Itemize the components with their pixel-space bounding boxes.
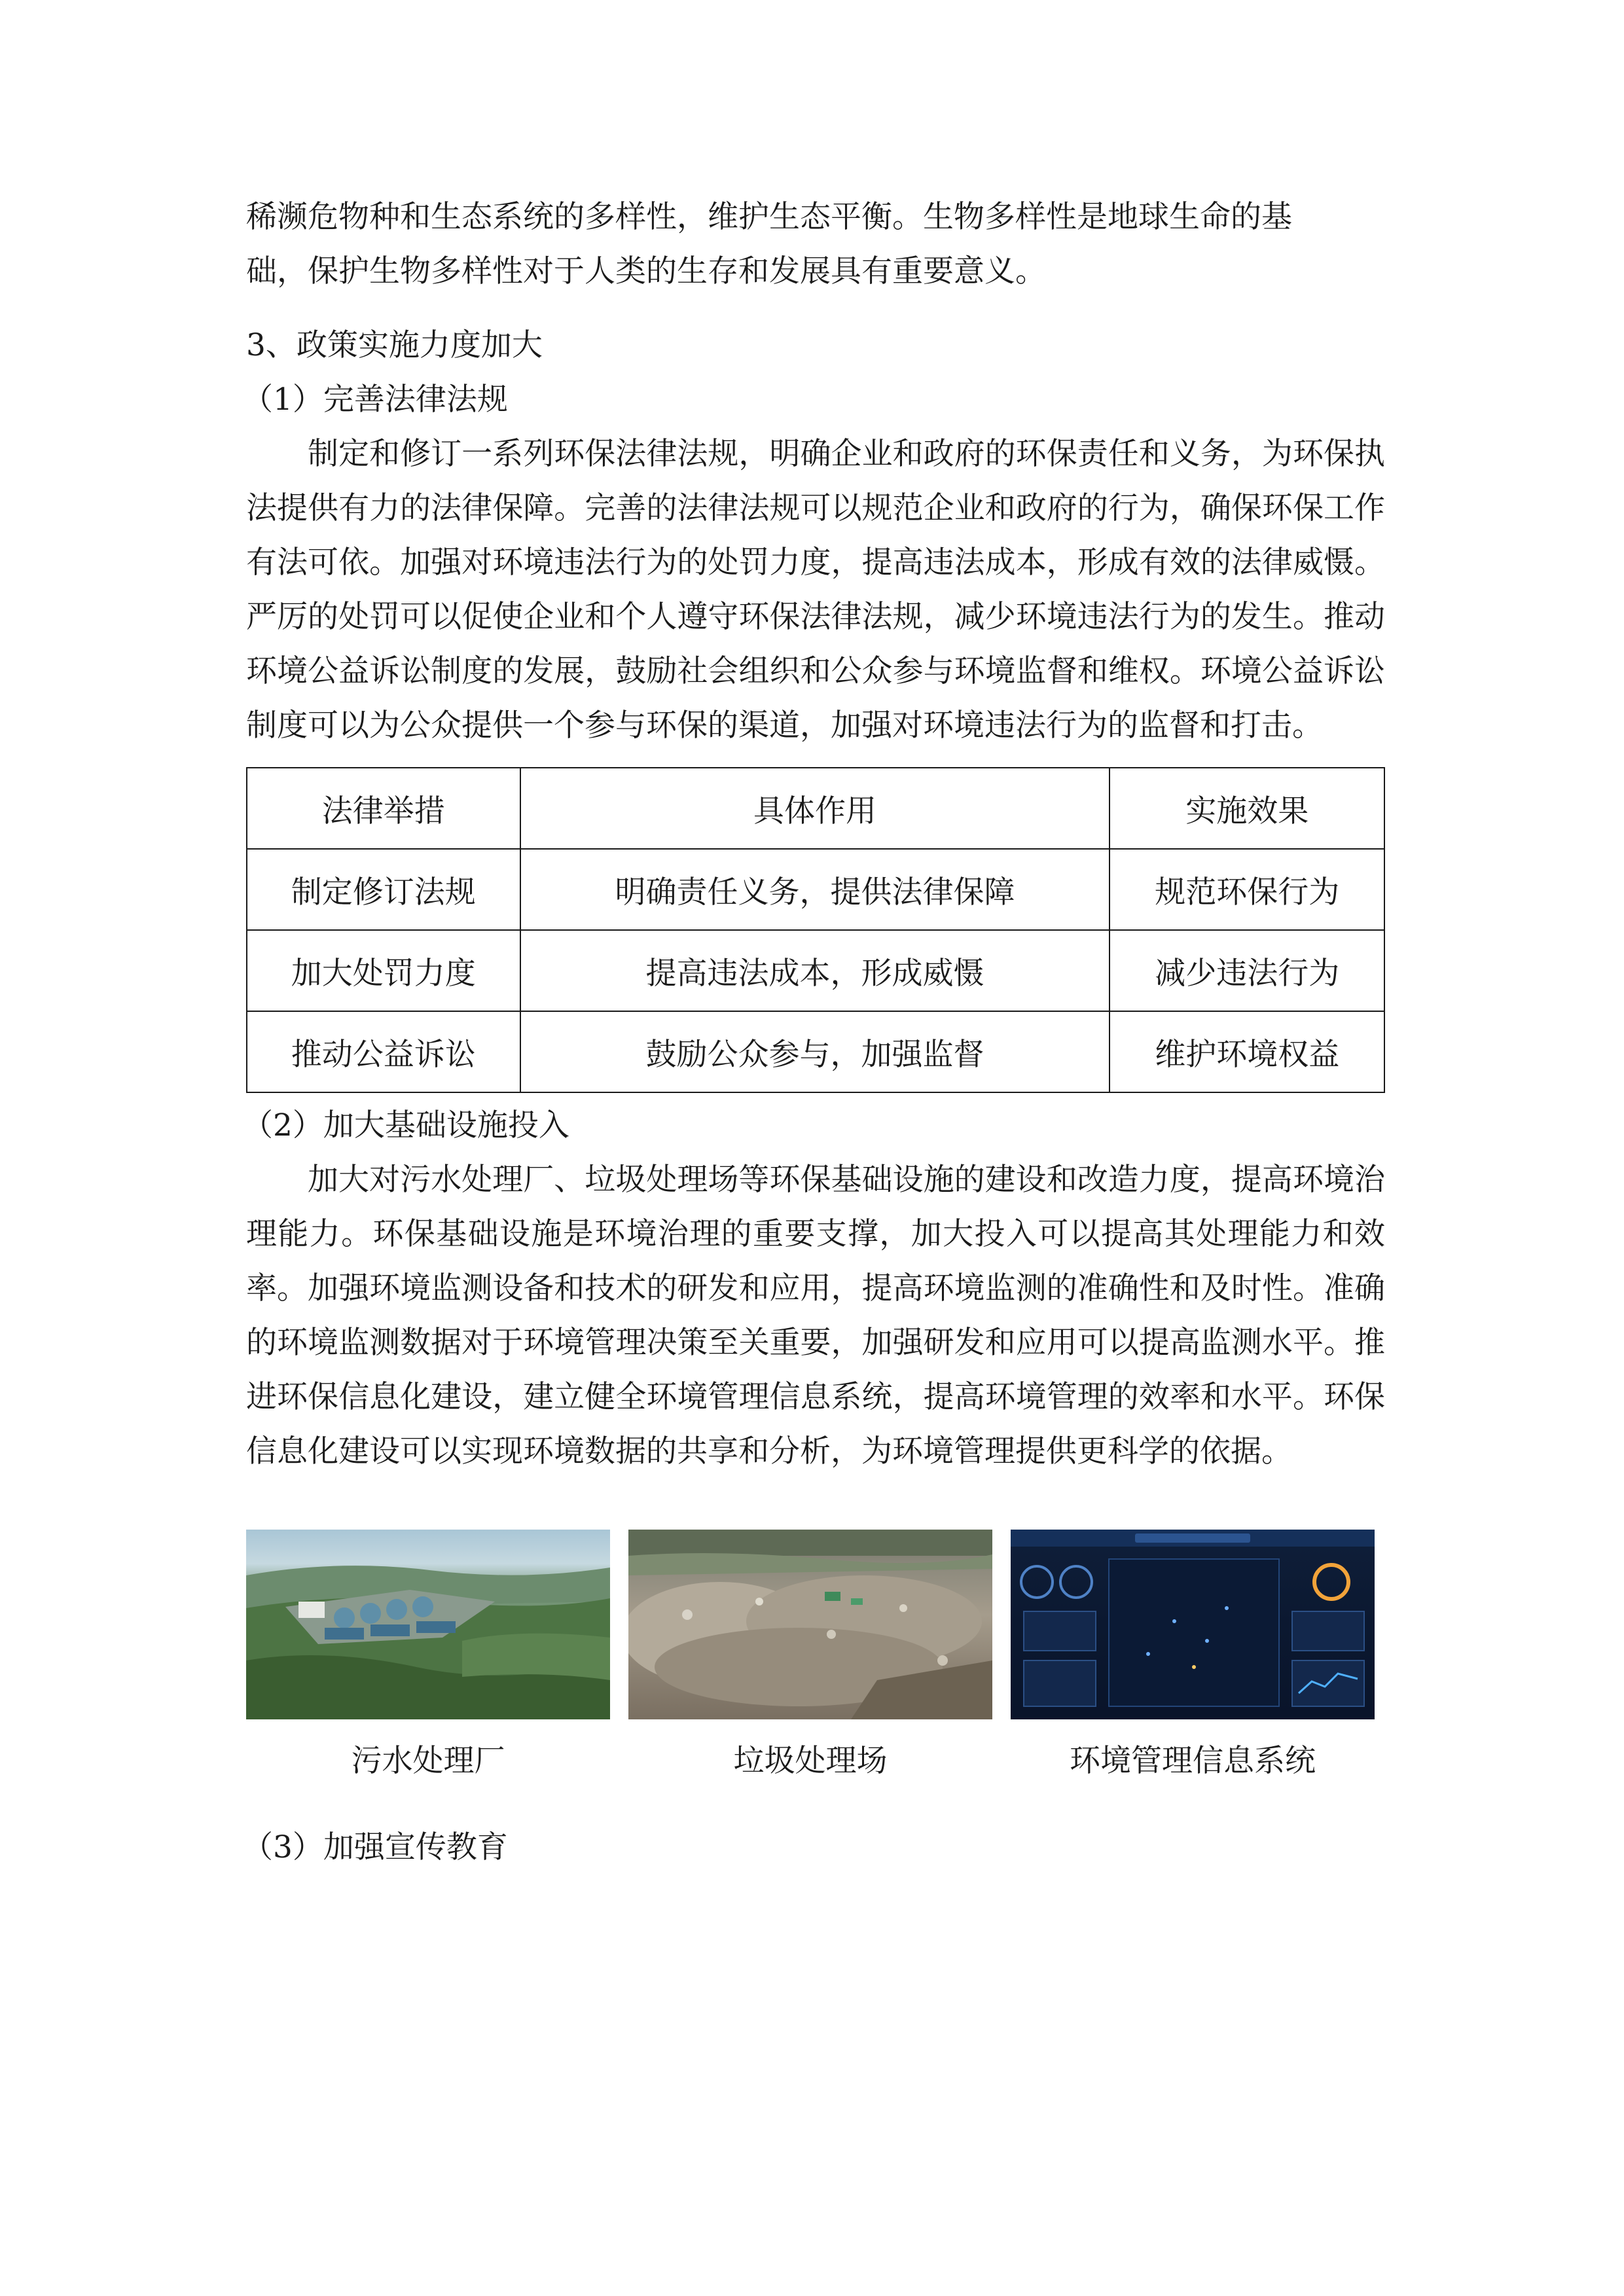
dashboard-illustration <box>1011 1530 1375 1719</box>
figure-caption: 污水处理厂 <box>351 1743 505 1779</box>
table-cell: 维护环境权益 <box>1110 1011 1384 1092</box>
table-header-cell: 实施效果 <box>1110 768 1384 849</box>
subsection-1-heading: （1）完善法律法规 <box>242 382 508 418</box>
table-cell: 推动公益诉讼 <box>247 1011 520 1092</box>
table-row <box>247 849 1384 930</box>
document-page <box>242 190 1385 1874</box>
info-system-screenshot <box>1011 1530 1375 1719</box>
sewage-plant-illustration <box>246 1530 610 1719</box>
table-header-row <box>247 768 1384 849</box>
figure-info-system <box>1011 1530 1375 1781</box>
table-cell: 鼓励公众参与，加强监督 <box>520 1011 1110 1092</box>
figure-sewage-plant <box>246 1530 610 1781</box>
subsection-1-paragraph: 制定和修订一系列环保法律法规，明确企业和政府的环保责任和义务，为环保执法提供有力的法律保障。完善的法律法规可以规范企业和政府的行为，确保环保工作有法可依。加强对环境违法行为的处罚力度，提高违法成本，形成有效的法律威慑。严厉的处罚可以促使企业和个人遵守环保法律法规，减少环境违法行为的发生。推动环境公益诉讼制度的发展，鼓励社会组织和公众参与环境监督和维权。环境公益诉讼制度可以为公众提供一个参与环保的渠道，加强对环境违法行为的监督和打击。 <box>246 436 1385 744</box>
landfill-illustration <box>628 1530 992 1719</box>
table-header-cell: 法律举措 <box>247 768 520 849</box>
table-cell: 减少违法行为 <box>1110 930 1384 1011</box>
law-measures-table <box>246 767 1385 1093</box>
figure-caption: 垃圾处理场 <box>733 1743 888 1779</box>
figure-row <box>246 1530 1375 1781</box>
table-header-cell: 具体作用 <box>520 768 1110 849</box>
landfill-photo <box>628 1530 992 1719</box>
table-cell: 制定修订法规 <box>247 849 520 930</box>
figure-landfill <box>628 1530 992 1781</box>
figure-caption: 环境管理信息系统 <box>1070 1743 1316 1779</box>
table-row <box>247 1011 1384 1092</box>
section-3-heading: 3、政策实施力度加大 <box>246 327 543 363</box>
sewage-plant-photo <box>246 1530 610 1719</box>
subsection-2-paragraph: 加大对污水处理厂、垃圾处理场等环保基础设施的建设和改造力度，提高环境治理能力。环保基础设施是环境治理的重要支撑，加大投入可以提高其处理能力和效率。加强环境监测设备和技术的研发和应用，提高环境监测的准确性和及时性。准确的环境监测数据对于环境管理决策至关重要，加强研发和应用可以提高监测水平。推进环保信息化建设，建立健全环境管理信息系统，提高环境管理的效率和水平。环保信息化建设可以实现环境数据的共享和分析，为环境管理提供更科学的依据。 <box>246 1162 1385 1469</box>
table-row <box>247 930 1384 1011</box>
intro-line-1: 稀濒危物种和生态系统的多样性，维护生态平衡。生物多样性是地球生命的基 <box>246 199 1292 235</box>
table-cell: 规范环保行为 <box>1110 849 1384 930</box>
table-cell: 加大处罚力度 <box>247 930 520 1011</box>
intro-line-2: 础，保护生物多样性对于人类的生存和发展具有重要意义。 <box>246 253 1046 289</box>
subsection-2-heading: （2）加大基础设施投入 <box>242 1107 569 1143</box>
table-cell: 提高违法成本，形成威慑 <box>520 930 1110 1011</box>
subsection-3-heading: （3）加强宣传教育 <box>242 1829 508 1865</box>
table-cell: 明确责任义务，提供法律保障 <box>520 849 1110 930</box>
